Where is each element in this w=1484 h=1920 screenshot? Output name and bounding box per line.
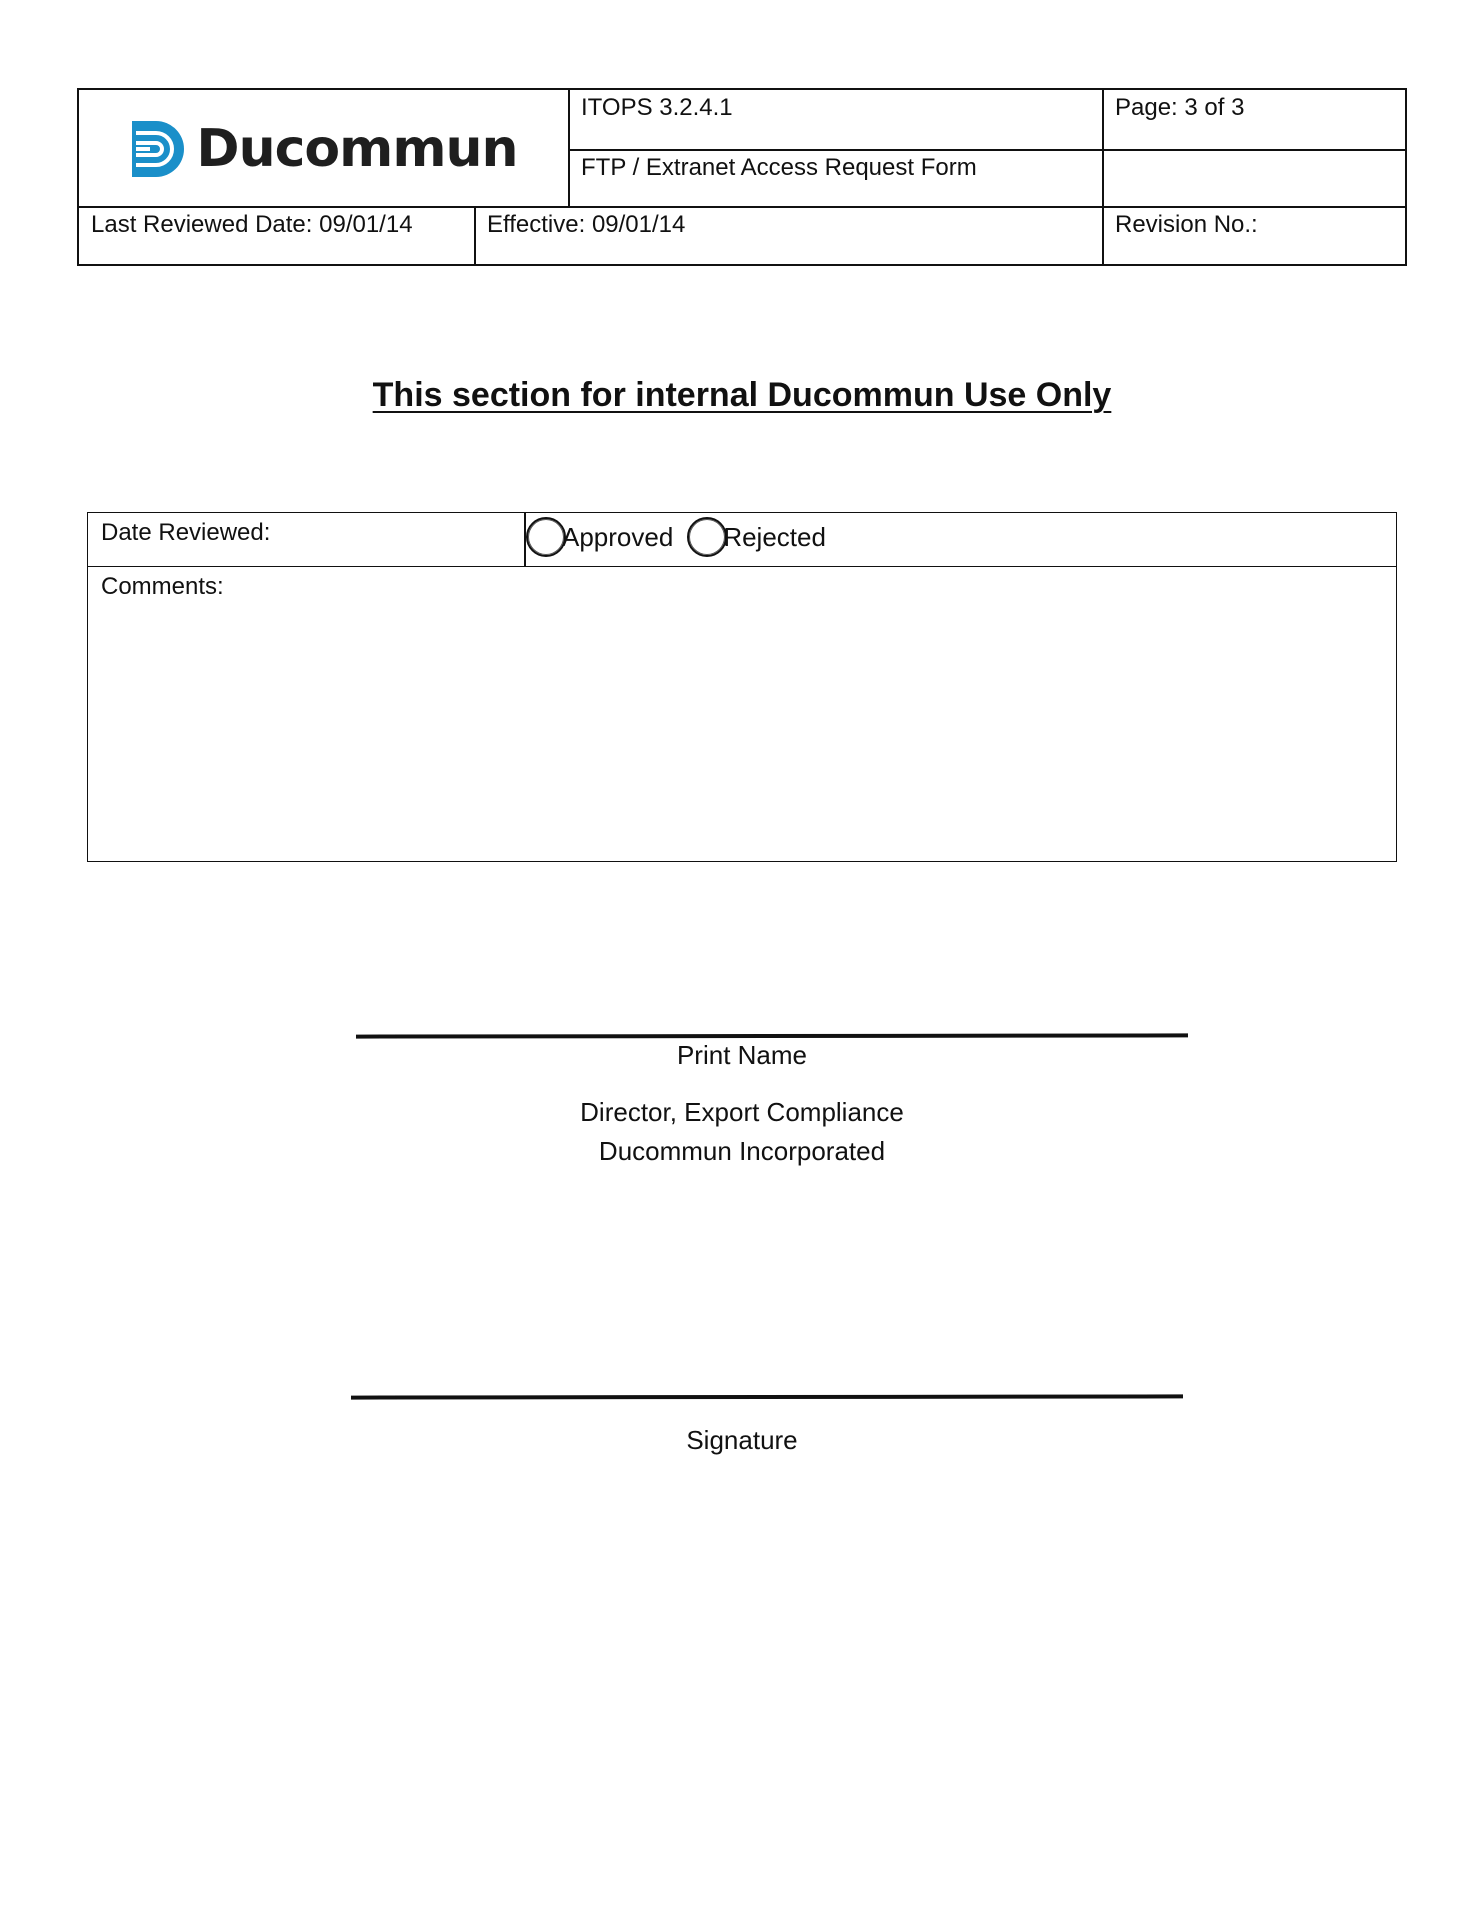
comments-label: Comments: (101, 573, 224, 600)
document-code: ITOPS 3.2.4.1 (581, 94, 733, 121)
last-reviewed-date: Last Reviewed Date: 09/01/14 (91, 211, 413, 238)
decision-radio-group (526, 517, 840, 557)
approved-label: Approved (562, 521, 674, 552)
divider (569, 149, 1407, 151)
effective-date: Effective: 09/01/14 (487, 211, 686, 238)
section-heading-text: This section for internal Ducommun Use Only (372, 376, 1112, 414)
print-name-label: Print Name (676, 1040, 808, 1070)
date-reviewed-label: Date Reviewed: (101, 519, 271, 546)
ducommun-logo-icon (130, 119, 190, 179)
logo-cell (79, 90, 569, 207)
divider (79, 206, 1407, 208)
review-box (87, 512, 1397, 862)
document-header (77, 88, 1407, 266)
section-heading (0, 376, 1484, 415)
form-title: FTP / Extranet Access Request Form (581, 154, 977, 181)
logo-wordmark: Ducommun (196, 118, 518, 179)
page-number: Page: 3 of 3 (1115, 94, 1245, 121)
signer-role: Director, Export Compliance (580, 1097, 904, 1127)
radio-circle-icon[interactable] (526, 517, 566, 557)
signature-line[interactable] (351, 1394, 1183, 1399)
approved-radio[interactable] (526, 517, 673, 557)
revision-number: Revision No.: (1115, 211, 1258, 238)
divider (1102, 90, 1104, 266)
divider (474, 207, 476, 266)
radio-circle-icon[interactable] (687, 517, 727, 557)
rejected-radio[interactable] (687, 517, 826, 557)
company-logo (130, 119, 517, 179)
review-row (88, 513, 1396, 567)
rejected-label: Rejected (723, 521, 826, 552)
print-name-line[interactable] (356, 1033, 1188, 1038)
signer-company: Ducommun Incorporated (598, 1136, 886, 1166)
signature-label: Signature (686, 1425, 798, 1455)
